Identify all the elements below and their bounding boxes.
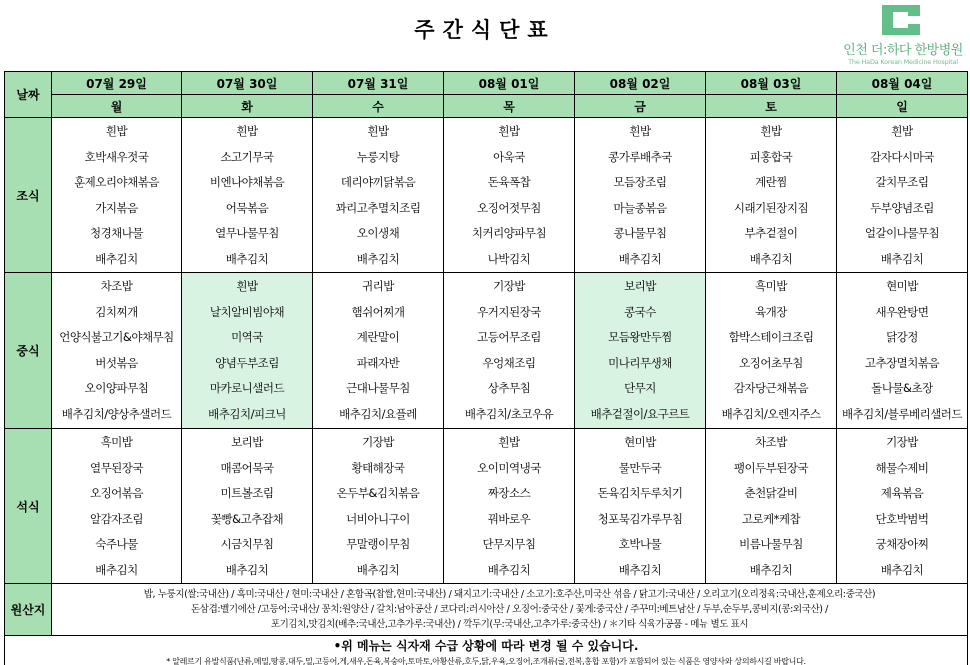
menu-item: 닭강정 [886,330,918,344]
menu-item: 얼갈이나물무침 [864,226,940,240]
menu-item: 새우완탕면 [875,304,929,319]
menu-item: 배추김치 [95,562,138,577]
menu-item: 꿔바로우 [487,511,531,526]
menu-cell [52,429,182,584]
day-weekday: 수 [313,95,444,118]
menu-item: 언양식불고기&야채무침 [59,330,174,344]
menu-cell [182,273,313,429]
meal-row [5,118,968,273]
menu-cell [837,118,968,273]
menu-item: 기장밥 [493,279,525,293]
origin-label: 원산지 [5,584,52,636]
menu-item: 청포묵김가루무침 [597,511,683,526]
menu-item: 콩가루배추국 [608,149,672,164]
menu-item: 마늘종볶음 [613,200,667,215]
menu-item: 두부양념조림 [870,200,934,215]
notice [5,636,968,665]
allergy-notice: * 알레르기 유발식품(난류,메밀,땅콩,대두,밀,고등어,게,새우,돈육,복숭아,토마토,아황산류,호두,닭,우육,오징어,조개류(굴,전복,홍합 포함)가 포함되어 있는 식품은 영양사와 상의하시길 바랍니다. [166,657,806,665]
day-date: 08월 04일 [837,72,968,95]
menu-item: 피홍합국 [749,149,793,164]
menu-item: 햄쉬어찌개 [351,304,405,319]
menu-item: 흰밥 [891,124,913,138]
day-date: 08월 03일 [706,72,837,95]
logo-mark-icon [882,5,920,35]
menu-item: 배추김치 [880,251,924,266]
origin-line: 포기김치,맛김치(배추:국내산,고추가루:국내산) / 깍두기(무:국내산,고추가루:중국산) / ＊기타 식육가공품 - 메뉴 별도 표시 [270,619,749,630]
day-weekday: 일 [837,95,968,118]
menu-item: 오징어초무침 [739,355,803,370]
menu-item: 고등어무조림 [477,330,541,344]
menu-item: 귀리밥 [362,279,394,293]
menu-item: 해물수제비 [875,460,929,475]
hospital-logo [836,5,970,67]
menu-cell [837,273,968,429]
menu-item: 흰밥 [236,124,258,138]
menu-item: 단무지무침 [482,537,536,551]
menu-cell [444,273,575,429]
menu-item: 오이미역냉국 [477,460,541,475]
menu-item: 소고기무국 [220,149,274,164]
menu-item: 계란말이 [356,330,400,344]
menu-item: 갈치무조림 [875,175,929,189]
origin-row [5,584,968,636]
menu-item: 오이양파무침 [84,381,149,395]
menu-item: 김치찌개 [95,304,138,319]
menu-item: 고로케*케찹 [741,511,801,526]
menu-item: 온두부&김치볶음 [336,486,420,500]
menu-item: 배추김치/오렌지주스 [721,406,821,421]
menu-item: 매콤어묵국 [220,460,274,475]
meal-row [5,429,968,584]
menu-item: 모듬왕만두찜 [608,330,672,344]
menu-cell [575,273,706,429]
day-date: 07월 31일 [313,72,444,95]
menu-item: 배추김치 [225,251,269,266]
menu-item: 오이생채 [356,226,400,240]
menu-cell [575,118,706,273]
menu-item: 청경채나물 [89,226,144,240]
menu-item: 상추무침 [487,381,531,395]
day-weekday: 토 [706,95,837,118]
menu-item: 숙주나물 [95,537,138,551]
date-label: 날짜 [5,72,52,118]
origin-line: 돈삼겹:벨기에산 /고등어:국내산/ 꽁치:원양산 / 갈치:남아공산 / 코다리:러시아산 / 오징어:중국산 / 꽃게:중국산 / 주꾸미:베트남산 / 두부,순두부,콩비지(콩:외국산) / [191,604,828,615]
menu-cell [313,273,444,429]
menu-cell [313,429,444,584]
menu-item: 콩나물무침 [613,226,667,240]
day-date: 07월 29일 [52,72,182,95]
menu-item: 돈육김치두루치기 [597,486,683,500]
menu-cell [182,429,313,584]
menu-item: 고추장멸치볶음 [864,355,940,370]
origin-info [52,584,968,636]
menu-item: 우엉채조림 [482,355,536,370]
menu-item: 제육볶음 [880,486,924,500]
menu-item: 배추김치/양상추샐러드 [61,406,172,421]
menu-item: 꽃빵&고추잡채 [210,511,284,526]
menu-item: 모듬장조림 [613,175,667,189]
menu-item: 흰밥 [498,435,520,449]
menu-cell [444,429,575,584]
weekly-menu-table [4,71,968,665]
menu-item: 배추김치/요플레 [339,406,417,421]
menu-item: 배추김치 [618,562,662,577]
menu-item: 누룽지탕 [356,149,400,164]
menu-item: 흰밥 [629,124,651,138]
menu-cell [706,273,837,429]
menu-item: 마카로니샐러드 [209,381,285,395]
origin-line: 밥, 누룽지(쌀:국내산) / 흑미:국내산 / 현미:국내산 / 혼합곡(찹쌀,현미:국내산) / 돼지고기:국내산 / 소고기:호주산,미국산 섞음 / 닭고기:국내산 / 오리고기(오리정육:국내산,훈제오리:중국산) [143,589,876,600]
menu-item: 양념두부조림 [215,355,279,370]
menu-item: 차조밥 [755,435,787,449]
menu-item: 배추김치 [749,562,793,577]
meal-label: 석식 [5,429,52,584]
menu-item: 기장밥 [886,435,918,449]
menu-item: 비름나물무침 [739,537,803,551]
menu-item: 미나리무생채 [608,355,672,370]
day-weekday: 금 [575,95,706,118]
menu-item: 단무지 [624,381,656,395]
menu-item: 아욱국 [493,149,525,164]
menu-item: 감자당근채볶음 [733,381,809,395]
menu-cell [706,118,837,273]
menu-item: 오징어젓무침 [477,200,541,215]
day-weekday: 월 [52,95,182,118]
day-weekday: 목 [444,95,575,118]
day-weekday: 화 [182,95,313,118]
logo-name: 인천 더:하다 한방병원 [843,43,963,58]
menu-item: 배추김치 [618,251,662,266]
menu-item: 현미밥 [624,435,656,449]
menu-item: 팽이두부된장국 [733,460,809,475]
menu-item: 흰밥 [498,124,520,138]
menu-item: 황태해장국 [351,460,405,475]
meal-label: 조식 [5,118,52,273]
day-date: 08월 01일 [444,72,575,95]
weekday-row [5,95,968,118]
menu-cell [52,118,182,273]
menu-item: 보리밥 [231,435,263,449]
menu-item: 배추김치 [487,562,531,577]
menu-item: 궁채장아찌 [875,537,929,551]
menu-item: 돌나물&초장 [871,381,933,395]
menu-item: 열무된장국 [89,460,144,475]
menu-cell [706,429,837,584]
menu-cell [313,118,444,273]
menu-item: 나박김치 [487,251,531,266]
menu-item: 흰밥 [105,124,128,138]
menu-cell [575,429,706,584]
menu-item: 파래자반 [356,355,400,370]
menu-cell [52,273,182,429]
day-date: 08월 02일 [575,72,706,95]
meal-label: 중식 [5,273,52,429]
menu-item: 열무나물무침 [215,226,279,240]
menu-item: 기장밥 [362,435,394,449]
menu-item: 배추김치/블루베리샐러드 [841,406,963,421]
menu-item: 배추김치/피크닉 [208,406,286,421]
menu-item: 비엔나야채볶음 [209,175,285,189]
menu-item: 배추김치 [225,562,269,577]
menu-item: 너비아니구이 [346,511,410,526]
menu-item: 알감자조림 [89,511,144,526]
logo-subtitle: The HaDa Korean Medicine Hospital [848,58,958,66]
menu-item: 미역국 [231,330,263,344]
menu-item: 흰밥 [236,279,258,293]
menu-item: 어묵볶음 [225,200,269,215]
menu-item: 시래기된장지짐 [733,200,809,215]
menu-item: 배추김치 [749,251,793,266]
notice-main: •위 메뉴는 식자재 수급 상황에 따라 변경 될 수 있습니다. [333,639,639,653]
menu-item: 배추김치/초코우유 [464,406,554,421]
menu-item: 현미밥 [886,279,918,293]
menu-item: 배추김치 [95,251,138,266]
menu-item: 콩국수 [624,304,656,319]
menu-cell [837,429,968,584]
menu-item: 짜장소스 [487,486,531,500]
menu-item: 근대나물무침 [346,381,410,395]
menu-item: 육개장 [755,304,787,319]
menu-item: 무말랭이무침 [346,537,410,551]
meal-row [5,273,968,429]
menu-item: 훈제오리야채볶음 [74,175,159,189]
menu-cell [444,118,575,273]
menu-item: 감자다시마국 [870,149,934,164]
menu-item: 물만두국 [618,460,662,475]
menu-item: 날치알비빔야채 [209,304,285,319]
menu-item: 우거지된장국 [477,304,541,319]
menu-item: 꽈리고추멸치조림 [335,200,421,215]
menu-item: 계란찜 [755,175,787,189]
menu-cell [182,118,313,273]
menu-item: 부추겉절이 [744,226,798,240]
day-date: 07월 30일 [182,72,313,95]
menu-item: 배추김치 [356,251,400,266]
menu-item: 버섯볶음 [95,355,138,370]
menu-item: 흑미밥 [100,435,133,449]
menu-item: 흰밥 [760,124,782,138]
menu-item: 단호박범벅 [875,511,929,526]
menu-item: 배추겉절이/요구르트 [590,406,690,421]
menu-item: 호박나물 [618,537,662,551]
menu-item: 데리야끼닭볶음 [340,175,416,189]
menu-item: 돈육폭찹 [487,175,531,189]
menu-item: 춘천닭갈비 [744,486,798,500]
date-row [5,72,968,95]
menu-item: 배추김치 [880,562,924,577]
menu-item: 차조밥 [100,279,133,293]
menu-item: 배추김치 [356,562,400,577]
menu-item: 가지볶음 [95,200,138,215]
menu-item: 시금치무침 [220,537,274,551]
menu-item: 보리밥 [624,279,656,293]
menu-item: 치커리양파무침 [471,226,547,240]
menu-item: 함박스테이크조림 [728,330,814,344]
menu-item: 호박새우젓국 [84,149,149,164]
menu-item: 오징어볶음 [89,486,144,500]
menu-item: 미트볼조림 [220,486,274,500]
notice-row [5,636,968,665]
menu-item: 흑미밥 [755,279,787,293]
page-title: 주간식단표 [414,18,556,42]
menu-item: 흰밥 [367,124,389,138]
